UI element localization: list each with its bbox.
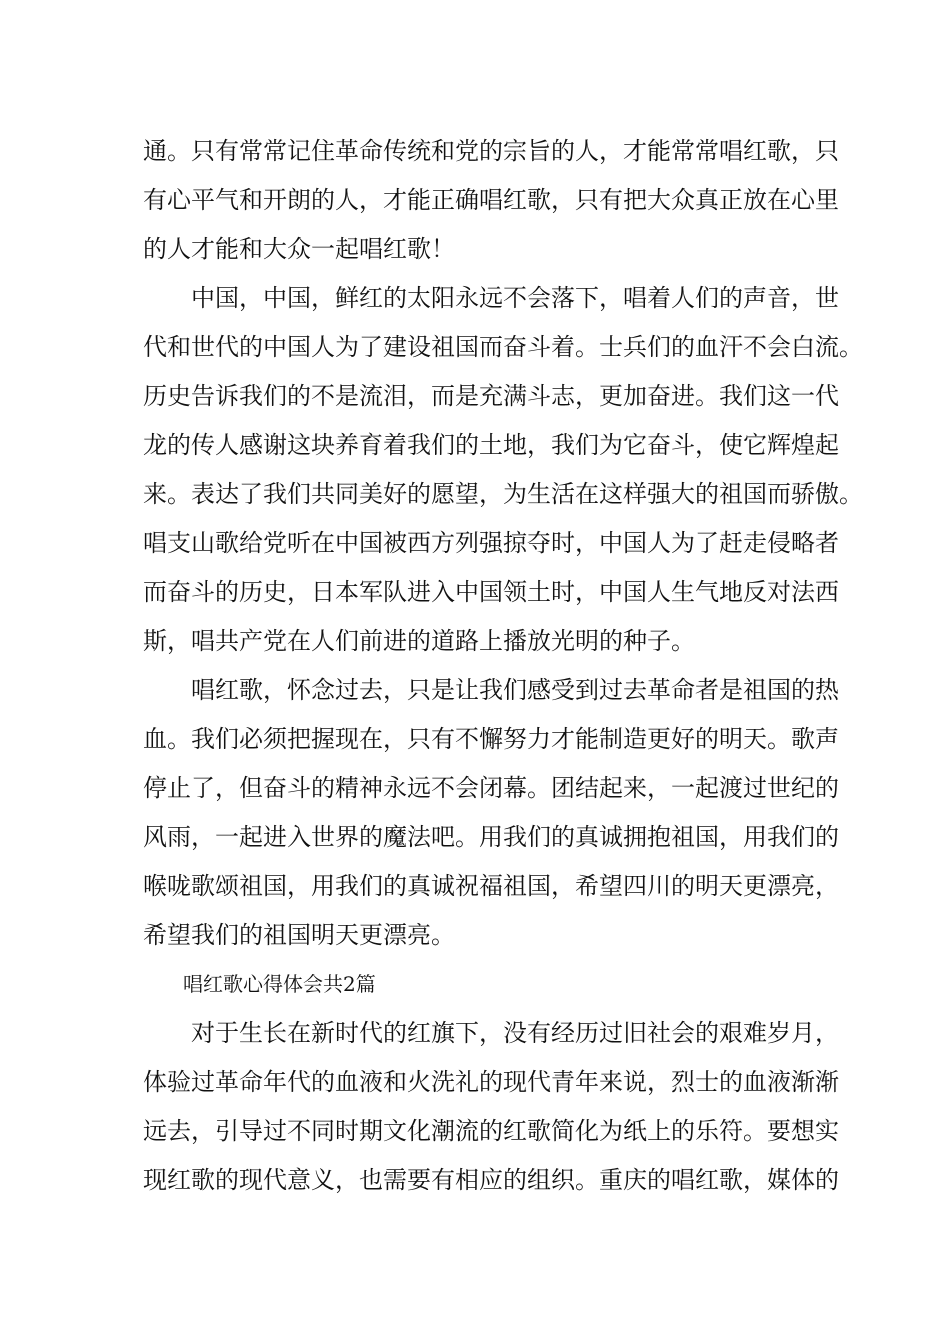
text-line: 唱支山歌给党听在中国被西方列强掠夺时，中国人为了赶走侵略者 [143, 529, 839, 557]
text-line: 有心平气和开朗的人，才能正确唱红歌，只有把大众真正放在心里 [143, 186, 839, 214]
text-line: 对于生长在新时代的红旗下，没有经历过旧社会的艰难岁月， [143, 1019, 839, 1047]
section-heading: 唱红歌心得体会共2篇 [143, 972, 376, 996]
text-line: 中国，中国，鲜红的太阳永远不会落下，唱着人们的声音，世 [143, 284, 839, 312]
text-line: 龙的传人感谢这块养育着我们的土地，我们为它奋斗，使它辉煌起 [143, 431, 839, 459]
text-line: 代和世代的中国人为了建设祖国而奋斗着。士兵们的血汗不会白流。 [143, 333, 863, 361]
text-line: 历史告诉我们的不是流泪，而是充满斗志，更加奋进。我们这一代 [143, 382, 839, 410]
text-line: 斯，唱共产党在人们前进的道路上播放光明的种子。 [143, 627, 695, 655]
text-line: 的人才能和大众一起唱红歌！ [143, 235, 455, 263]
text-line: 停止了，但奋斗的精神永远不会闭幕。团结起来，一起渡过世纪的 [143, 774, 839, 802]
text-line: 远去，引导过不同时期文化潮流的红歌简化为纸上的乐符。要想实 [143, 1117, 839, 1145]
text-line: 而奋斗的历史，日本军队进入中国领土时，中国人生气地反对法西 [143, 578, 839, 606]
document-body [143, 127, 863, 1205]
text-line: 通。只有常常记住革命传统和党的宗旨的人，才能常常唱红歌，只 [143, 137, 839, 165]
text-line: 体验过革命年代的血液和火洗礼的现代青年来说，烈士的血液渐渐 [143, 1068, 839, 1096]
text-line: 来。表达了我们共同美好的愿望，为生活在这样强大的祖国而骄傲。 [143, 480, 863, 508]
text-line: 希望我们的祖国明天更漂亮。 [143, 921, 455, 949]
text-line: 唱红歌，怀念过去，只是让我们感受到过去革命者是祖国的热 [143, 676, 839, 704]
text-line: 血。我们必须把握现在，只有不懈努力才能制造更好的明天。歌声 [143, 725, 839, 753]
text-line: 风雨，一起进入世界的魔法吧。用我们的真诚拥抱祖国，用我们的 [143, 823, 839, 851]
text-line: 现红歌的现代意义，也需要有相应的组织。重庆的唱红歌，媒体的 [143, 1166, 839, 1194]
text-line: 喉咙歌颂祖国，用我们的真诚祝福祖国，希望四川的明天更漂亮， [143, 872, 839, 900]
